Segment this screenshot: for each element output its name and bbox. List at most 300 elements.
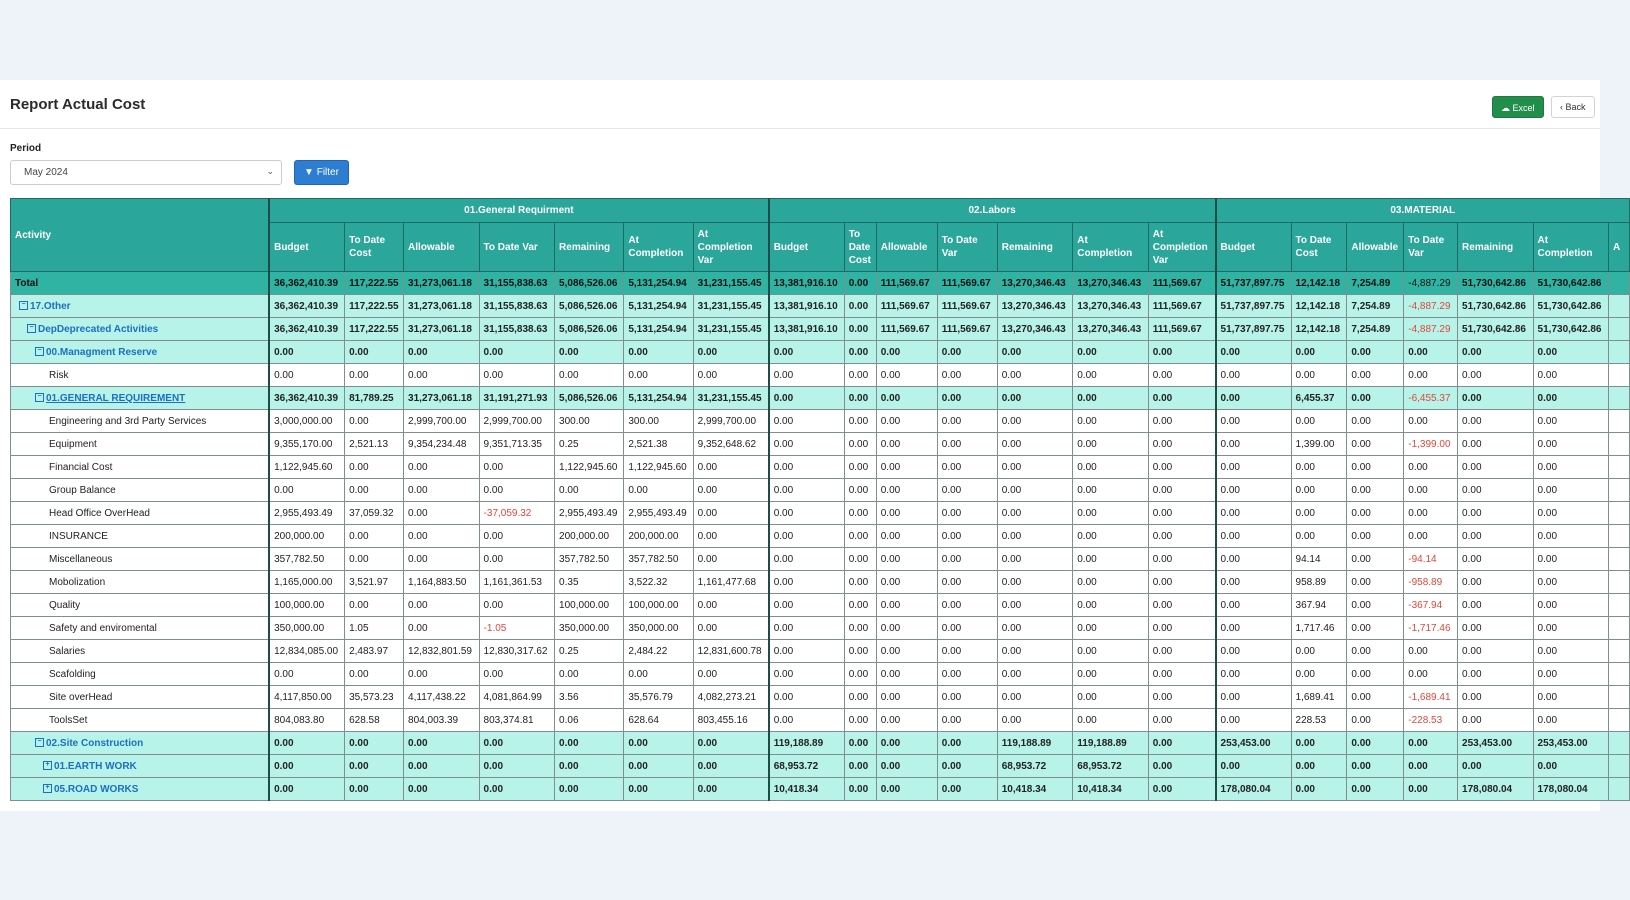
value-cell: 0.00 (555, 778, 624, 801)
value-cell (1609, 594, 1630, 617)
value-cell: 3,522.32 (624, 571, 693, 594)
value-cell: 0.00 (844, 318, 876, 341)
value-cell: 1,122,945.60 (624, 456, 693, 479)
value-cell: 0.00 (844, 433, 876, 456)
value-cell: 0.00 (844, 732, 876, 755)
value-cell: 0.00 (1458, 755, 1534, 778)
table-row (11, 364, 1630, 387)
period-label: Period (10, 143, 42, 154)
value-cell: 31,231,155.45 (693, 295, 769, 318)
column-header: Budget (1216, 223, 1292, 272)
value-cell: 0.00 (624, 364, 693, 387)
value-cell: 804,083.80 (269, 709, 345, 732)
value-cell: 0.00 (997, 617, 1073, 640)
value-cell: 0.00 (1347, 387, 1404, 410)
collapse-icon[interactable]: − (35, 393, 44, 402)
value-cell: 1.05 (345, 617, 404, 640)
activity-cell (11, 525, 270, 548)
value-cell: 0.00 (624, 778, 693, 801)
value-cell: 0.00 (624, 341, 693, 364)
value-cell: 0.00 (769, 686, 845, 709)
activity-cell[interactable] (11, 295, 270, 318)
value-cell (1609, 295, 1630, 318)
value-cell (1609, 456, 1630, 479)
value-cell: 13,381,916.10 (769, 318, 845, 341)
column-header: A (1609, 223, 1630, 272)
period-select[interactable] (10, 160, 282, 185)
value-cell: 0.00 (693, 778, 769, 801)
value-cell: 0.00 (1404, 663, 1458, 686)
value-cell: 0.00 (1216, 479, 1292, 502)
value-cell: 0.00 (1148, 663, 1215, 686)
value-cell: 0.00 (1458, 548, 1534, 571)
value-cell: 0.00 (1404, 341, 1458, 364)
column-header: To Date Var (479, 223, 555, 272)
table-row (11, 617, 1630, 640)
value-cell: 31,273,061.18 (404, 318, 480, 341)
value-cell: 804,003.39 (404, 709, 480, 732)
activity-name: ToolsSet (49, 714, 88, 726)
activity-cell (11, 548, 270, 571)
value-cell: 0.00 (1148, 479, 1215, 502)
activity-name: Salaries (49, 645, 86, 657)
value-cell (1609, 617, 1630, 640)
value-cell: 357,782.50 (269, 548, 345, 571)
value-cell: 0.00 (876, 456, 937, 479)
collapse-icon[interactable]: − (35, 347, 44, 356)
value-cell: 31,155,838.63 (479, 295, 555, 318)
value-cell: -1,717.46 (1404, 617, 1458, 640)
back-button[interactable] (1551, 96, 1595, 118)
value-cell: 0.00 (1148, 502, 1215, 525)
value-cell: 2,999,700.00 (404, 410, 480, 433)
value-cell: 0.00 (876, 755, 937, 778)
value-cell: 35,573.23 (345, 686, 404, 709)
value-cell: 0.00 (769, 387, 845, 410)
value-cell: 0.00 (997, 410, 1073, 433)
value-cell: 2,484.22 (624, 640, 693, 663)
value-cell: 0.00 (1216, 709, 1292, 732)
value-cell: 0.00 (1216, 502, 1292, 525)
value-cell: 36,362,410.39 (269, 295, 345, 318)
value-cell: 0.00 (1458, 571, 1534, 594)
value-cell: 0.00 (479, 663, 555, 686)
activity-name: INSURANCE (49, 530, 108, 542)
value-cell: 0.00 (1347, 617, 1404, 640)
value-cell: 1,165,000.00 (269, 571, 345, 594)
column-header: Allowable (404, 223, 480, 272)
value-cell: 0.00 (1458, 617, 1534, 640)
value-cell: 81,789.25 (345, 387, 404, 410)
value-cell: 0.00 (1347, 571, 1404, 594)
value-cell: 0.00 (1347, 479, 1404, 502)
value-cell: 0.00 (1404, 456, 1458, 479)
value-cell: -1,689.41 (1404, 686, 1458, 709)
value-cell: 0.00 (1347, 525, 1404, 548)
value-cell: 0.00 (769, 617, 845, 640)
value-cell: 2,955,493.49 (555, 502, 624, 525)
expand-icon[interactable]: + (43, 761, 52, 770)
value-cell: 2,521.38 (624, 433, 693, 456)
activity-cell[interactable] (11, 387, 270, 410)
value-cell: 0.00 (937, 755, 997, 778)
filter-button[interactable] (294, 160, 349, 185)
table-row (11, 502, 1630, 525)
report-table-container[interactable] (10, 198, 1621, 811)
value-cell: 0.00 (1216, 410, 1292, 433)
filter-icon: ▼ (304, 167, 314, 178)
value-cell: 5,131,254.94 (624, 387, 693, 410)
activity-cell[interactable] (11, 341, 270, 364)
value-cell: 0.00 (844, 594, 876, 617)
column-header: To Date Cost (345, 223, 404, 272)
activity-cell[interactable] (11, 732, 270, 755)
value-cell: 31,231,155.45 (693, 387, 769, 410)
activity-name: DepDeprecated Activities (38, 323, 159, 335)
value-cell: 0.00 (1073, 364, 1149, 387)
value-cell: 0.00 (404, 364, 480, 387)
value-cell: 0.00 (876, 548, 937, 571)
value-cell (1609, 663, 1630, 686)
value-cell: 0.00 (555, 341, 624, 364)
value-cell: 0.00 (769, 640, 845, 663)
value-cell: 0.00 (1216, 594, 1292, 617)
value-cell: 0.00 (1291, 732, 1347, 755)
value-cell: 4,117,438.22 (404, 686, 480, 709)
table-row (11, 709, 1630, 732)
value-cell: 0.00 (997, 640, 1073, 663)
value-cell: 10,418.34 (769, 778, 845, 801)
value-cell: 0.00 (997, 341, 1073, 364)
value-cell: 2,521.13 (345, 433, 404, 456)
column-header: Remaining (555, 223, 624, 272)
value-cell: 0.00 (1216, 755, 1292, 778)
activity-name: Risk (49, 369, 69, 381)
value-cell: 12,832,801.59 (404, 640, 480, 663)
value-cell: 0.00 (937, 594, 997, 617)
value-cell: 0.00 (1404, 410, 1458, 433)
value-cell: 0.00 (1533, 663, 1609, 686)
value-cell: 0.00 (1291, 640, 1347, 663)
collapse-icon[interactable]: − (19, 301, 28, 310)
value-cell (1609, 525, 1630, 548)
value-cell: 7,254.89 (1347, 272, 1404, 295)
value-cell: 0.00 (1148, 709, 1215, 732)
value-cell: 0.00 (1533, 479, 1609, 502)
value-cell: 0.00 (1291, 502, 1347, 525)
value-cell: 0.00 (997, 548, 1073, 571)
value-cell: 119,188.89 (1073, 732, 1149, 755)
value-cell: 0.00 (693, 594, 769, 617)
group-row (11, 295, 1630, 318)
value-cell: 0.00 (1216, 548, 1292, 571)
value-cell: 0.00 (844, 548, 876, 571)
value-cell: -1.05 (479, 617, 555, 640)
value-cell: 0.00 (844, 617, 876, 640)
value-cell: 68,953.72 (769, 755, 845, 778)
total-row (11, 272, 1630, 295)
value-cell: 0.00 (1347, 548, 1404, 571)
value-cell: 0.00 (1148, 640, 1215, 663)
value-cell: 0.00 (404, 732, 480, 755)
value-cell: 0.00 (1216, 617, 1292, 640)
value-cell (1609, 410, 1630, 433)
value-cell: 0.00 (937, 732, 997, 755)
value-cell: 0.00 (555, 732, 624, 755)
value-cell: 357,782.50 (624, 548, 693, 571)
value-cell: 0.00 (876, 364, 937, 387)
value-cell: 0.00 (1458, 456, 1534, 479)
value-cell: 100,000.00 (624, 594, 693, 617)
value-cell: 0.00 (1073, 663, 1149, 686)
value-cell: 0.00 (876, 341, 937, 364)
value-cell: 4,117,850.00 (269, 686, 345, 709)
value-cell: 1,161,477.68 (693, 571, 769, 594)
value-cell: 0.00 (1073, 410, 1149, 433)
value-cell (1609, 709, 1630, 732)
value-cell: 0.00 (1291, 456, 1347, 479)
value-cell: 0.00 (844, 686, 876, 709)
chevron-down-icon: ⌄ (266, 166, 274, 176)
value-cell: 0.00 (1291, 778, 1347, 801)
value-cell: 0.00 (693, 502, 769, 525)
activity-name[interactable]: 01.GENERAL REQUIREMENT (46, 392, 186, 404)
value-cell: 0.00 (937, 502, 997, 525)
value-cell: 0.00 (844, 502, 876, 525)
activity-cell (11, 479, 270, 502)
report-table (10, 198, 1630, 801)
value-cell: 0.00 (1458, 663, 1534, 686)
value-cell: 0.00 (769, 525, 845, 548)
value-cell: 0.00 (937, 663, 997, 686)
value-cell: 0.00 (844, 364, 876, 387)
value-cell: 111,569.67 (876, 272, 937, 295)
activity-name: Total (15, 277, 39, 289)
value-cell: 0.00 (937, 640, 997, 663)
value-cell: -6,455.37 (1404, 387, 1458, 410)
group-header-labors: 02.Labors (769, 199, 1216, 223)
value-cell: 31,273,061.18 (404, 295, 480, 318)
value-cell: 0.00 (479, 594, 555, 617)
activity-name: Scafolding (49, 668, 96, 680)
excel-button[interactable] (1492, 96, 1544, 118)
value-cell: 0.00 (1533, 525, 1609, 548)
value-cell: 0.00 (876, 709, 937, 732)
value-cell: 300.00 (555, 410, 624, 433)
activity-cell (11, 663, 270, 686)
value-cell: 0.00 (876, 387, 937, 410)
value-cell: 0.00 (1458, 525, 1534, 548)
value-cell: 2,483.97 (345, 640, 404, 663)
report-page (0, 80, 1621, 811)
value-cell: 0.00 (1533, 594, 1609, 617)
activity-cell (11, 456, 270, 479)
value-cell: 111,569.67 (876, 295, 937, 318)
value-cell: 628.64 (624, 709, 693, 732)
value-cell: 0.00 (1148, 525, 1215, 548)
value-cell: 0.00 (1533, 364, 1609, 387)
value-cell: 6,455.37 (1291, 387, 1347, 410)
table-row (11, 479, 1630, 502)
value-cell: 0.00 (1073, 686, 1149, 709)
value-cell: 0.00 (876, 640, 937, 663)
value-cell: 0.00 (769, 594, 845, 617)
value-cell: 0.00 (404, 502, 480, 525)
column-header: Remaining (997, 223, 1073, 272)
value-cell (1609, 341, 1630, 364)
value-cell: 0.00 (693, 755, 769, 778)
value-cell: 2,955,493.49 (269, 502, 345, 525)
value-cell: 0.00 (345, 341, 404, 364)
value-cell: 0.00 (1533, 755, 1609, 778)
value-cell: 0.00 (1347, 709, 1404, 732)
value-cell: 0.00 (1347, 433, 1404, 456)
value-cell: 51,730,642.86 (1458, 318, 1534, 341)
value-cell: 0.00 (997, 663, 1073, 686)
value-cell: 0.35 (555, 571, 624, 594)
value-cell (1609, 686, 1630, 709)
activity-name: Equipment (49, 438, 97, 450)
table-row (11, 410, 1630, 433)
value-cell: 111,569.67 (937, 295, 997, 318)
value-cell: 0.00 (479, 755, 555, 778)
group-header-material: 03.MATERIAL (1216, 199, 1630, 223)
activity-cell[interactable] (11, 318, 270, 341)
value-cell: 350,000.00 (269, 617, 345, 640)
collapse-icon[interactable]: − (35, 738, 44, 747)
value-cell: 0.00 (1404, 755, 1458, 778)
activity-cell (11, 433, 270, 456)
value-cell: -228.53 (1404, 709, 1458, 732)
value-cell: 178,080.04 (1216, 778, 1292, 801)
value-cell: 0.00 (1148, 387, 1215, 410)
value-cell: 10,418.34 (997, 778, 1073, 801)
value-cell: 1,164,883.50 (404, 571, 480, 594)
value-cell: 253,453.00 (1533, 732, 1609, 755)
value-cell: 0.00 (876, 479, 937, 502)
value-cell: 0.25 (555, 640, 624, 663)
activity-cell (11, 594, 270, 617)
activity-cell[interactable] (11, 778, 270, 801)
value-cell: 0.00 (876, 410, 937, 433)
value-cell: 0.00 (1533, 456, 1609, 479)
value-cell: 0.00 (1347, 732, 1404, 755)
activity-cell[interactable] (11, 755, 270, 778)
value-cell: 0.00 (479, 778, 555, 801)
value-cell: 0.00 (1073, 640, 1149, 663)
value-cell: 200,000.00 (555, 525, 624, 548)
value-cell: 0.00 (769, 502, 845, 525)
group-row (11, 755, 1630, 778)
value-cell: 5,086,526.06 (555, 387, 624, 410)
value-cell: 0.00 (555, 755, 624, 778)
value-cell: 0.00 (269, 755, 345, 778)
value-cell: 0.00 (1533, 341, 1609, 364)
value-cell: 117,222.55 (345, 272, 404, 295)
column-header: At Completion (1533, 223, 1609, 272)
value-cell: 13,270,346.43 (1073, 272, 1149, 295)
value-cell: 0.00 (1458, 341, 1534, 364)
value-cell: 0.00 (345, 525, 404, 548)
value-cell: 5,086,526.06 (555, 318, 624, 341)
value-cell: 3.56 (555, 686, 624, 709)
value-cell: 1,717.46 (1291, 617, 1347, 640)
column-header: Allowable (1347, 223, 1404, 272)
value-cell: 31,273,061.18 (404, 387, 480, 410)
value-cell: 0.00 (555, 663, 624, 686)
value-cell: 0.00 (1148, 433, 1215, 456)
value-cell: 119,188.89 (769, 732, 845, 755)
value-cell: 0.00 (1148, 594, 1215, 617)
value-cell: 0.00 (693, 341, 769, 364)
value-cell (1609, 640, 1630, 663)
table-row (11, 548, 1630, 571)
value-cell: 0.00 (479, 456, 555, 479)
value-cell: 111,569.67 (1148, 295, 1215, 318)
value-cell: 0.00 (997, 364, 1073, 387)
value-cell: 0.00 (1216, 525, 1292, 548)
expand-icon[interactable]: + (43, 784, 52, 793)
value-cell: 117,222.55 (345, 295, 404, 318)
value-cell: 9,355,170.00 (269, 433, 345, 456)
value-cell: 357,782.50 (555, 548, 624, 571)
value-cell: 0.00 (345, 732, 404, 755)
value-cell: 1,689.41 (1291, 686, 1347, 709)
value-cell: 51,737,897.75 (1216, 295, 1292, 318)
value-cell: 253,453.00 (1216, 732, 1292, 755)
value-cell: 0.00 (345, 548, 404, 571)
value-cell: 0.00 (1216, 571, 1292, 594)
value-cell: -94.14 (1404, 548, 1458, 571)
table-row (11, 456, 1630, 479)
title-bar (0, 80, 1600, 129)
column-header: To Date Var (1404, 223, 1458, 272)
value-cell (1609, 502, 1630, 525)
value-cell: 0.00 (1291, 525, 1347, 548)
value-cell: 0.00 (844, 709, 876, 732)
value-cell: 0.00 (1347, 456, 1404, 479)
value-cell: 7,254.89 (1347, 318, 1404, 341)
value-cell: 0.00 (937, 479, 997, 502)
value-cell (1609, 755, 1630, 778)
value-cell: 31,273,061.18 (404, 272, 480, 295)
value-cell: 0.00 (997, 709, 1073, 732)
value-cell: 9,351,713.35 (479, 433, 555, 456)
value-cell: 0.00 (1073, 341, 1149, 364)
value-cell: 51,730,642.86 (1533, 295, 1609, 318)
column-header: At Completion Var (1148, 223, 1215, 272)
value-cell: 0.00 (1291, 479, 1347, 502)
value-cell: 0.00 (1073, 571, 1149, 594)
value-cell: 0.00 (1347, 778, 1404, 801)
value-cell: 5,131,254.94 (624, 295, 693, 318)
value-cell: 0.00 (1458, 594, 1534, 617)
value-cell: 0.00 (1533, 433, 1609, 456)
value-cell: 628.58 (345, 709, 404, 732)
value-cell: 0.00 (997, 502, 1073, 525)
table-row (11, 663, 1630, 686)
value-cell: 111,569.67 (937, 318, 997, 341)
value-cell: 0.00 (937, 571, 997, 594)
collapse-icon[interactable]: − (27, 324, 36, 333)
value-cell: 0.00 (937, 709, 997, 732)
value-cell: 350,000.00 (624, 617, 693, 640)
value-cell: 803,455.16 (693, 709, 769, 732)
value-cell: 3,521.97 (345, 571, 404, 594)
value-cell: 0.00 (1148, 571, 1215, 594)
value-cell: 111,569.67 (937, 272, 997, 295)
value-cell: 1,122,945.60 (269, 456, 345, 479)
